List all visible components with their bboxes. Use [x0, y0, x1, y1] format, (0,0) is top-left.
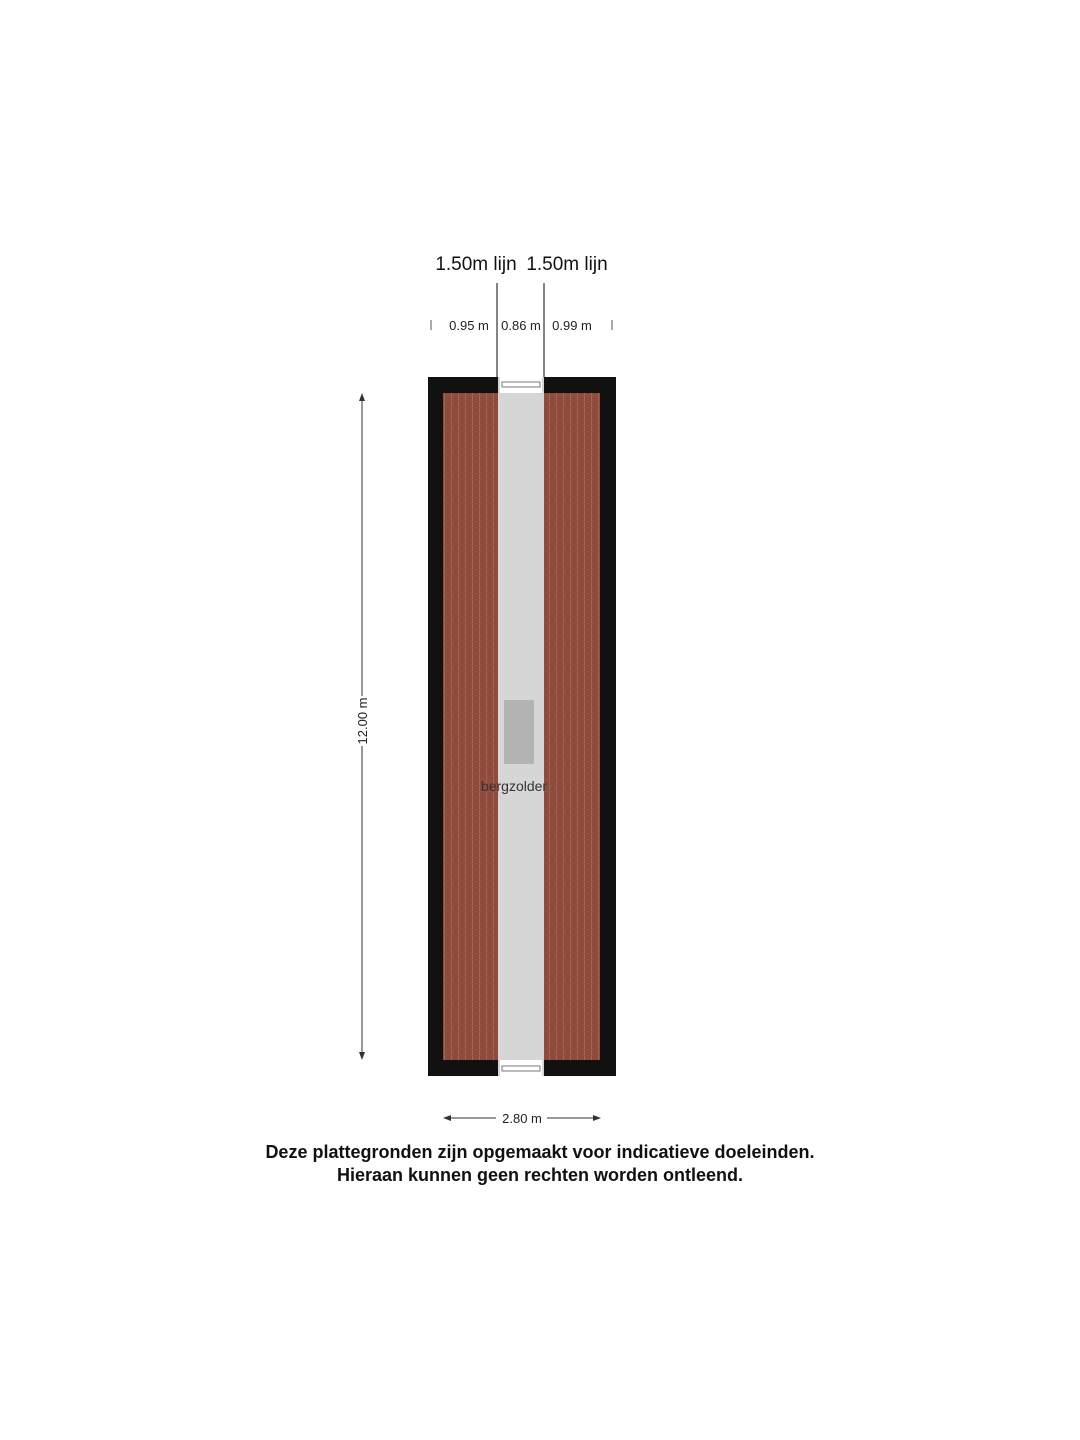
lijn-right-label: 1.50m lijn	[526, 254, 608, 275]
roof-slope-right	[544, 393, 600, 1060]
length-arrow-bottom	[359, 1052, 365, 1060]
width-arrow-right	[593, 1115, 601, 1121]
top-window	[502, 382, 540, 387]
seg-right-label: 0.99 m	[552, 318, 592, 333]
roof-slope-left	[443, 393, 498, 1060]
length-arrow-top	[359, 393, 365, 401]
disclaimer-line-2: Hieraan kunnen geen rechten worden ontleend.	[336, 1165, 744, 1185]
roof-hatch	[504, 700, 534, 764]
bottom-window	[502, 1066, 540, 1071]
width-arrow-left	[443, 1115, 451, 1121]
lijn-left-label: 1.50m lijn	[435, 254, 517, 275]
seg-left-label: 0.95 m	[449, 318, 489, 333]
seg-mid-label: 0.86 m	[501, 318, 541, 333]
disclaimer-line-1: Deze plattegronden zijn opgemaakt voor indicatieve doeleinden.	[265, 1142, 815, 1162]
width-label: 2.80 m	[502, 1111, 542, 1126]
room-label: bergzolder	[480, 778, 548, 794]
length-label: 12.00 m	[355, 697, 370, 745]
